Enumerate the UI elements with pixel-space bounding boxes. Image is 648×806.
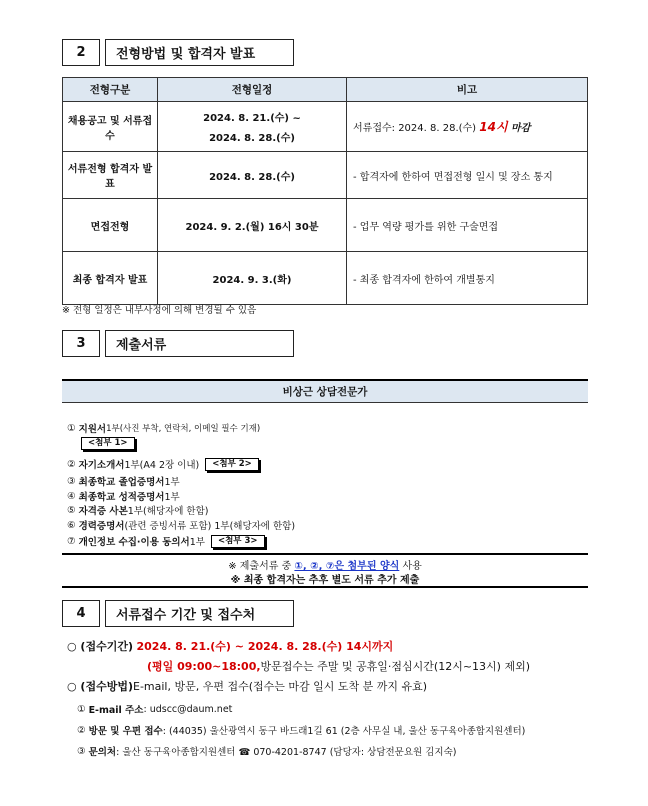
doc-number: ⑥	[67, 519, 76, 531]
note-cell: - 최종 합격자에 한하여 개별통지	[347, 252, 588, 305]
table-header-row	[63, 78, 588, 102]
visit-label: 방문 및 우편 접수	[88, 726, 163, 737]
section-3-number: 3	[62, 330, 100, 357]
stage-cell: 최종 합격자 발표	[63, 252, 158, 305]
note-cell	[347, 102, 588, 152]
stage-cell: 면접전형	[63, 199, 158, 252]
hours-exclusion: 방문접수는 주말 및 공휴일·점심시간(12시~13시) 제외)	[260, 660, 531, 673]
email-line	[77, 702, 232, 716]
divider	[62, 586, 588, 588]
note-deadline-time: 14시	[479, 120, 508, 134]
receipt-method	[67, 678, 427, 694]
doc-number: ⑤	[67, 504, 76, 516]
section-2-title: 전형방법 및 합격자 발표	[105, 39, 294, 66]
table-row	[63, 199, 588, 252]
date-cell	[158, 102, 347, 152]
doc-item-7	[67, 534, 265, 548]
doc-name: 지원서	[78, 424, 107, 435]
section-4-number: 4	[62, 600, 100, 627]
docs-note-2: ※ 최종 합격자는 추후 별도 서류 추가 제출	[230, 575, 420, 586]
attached-forms-note: ①, ②, ⑦은 첨부된 양식	[294, 561, 400, 572]
doc-name: 최종학교 졸업증명서	[78, 477, 165, 488]
doc-name: 최종학교 성적증명서	[78, 492, 165, 503]
table-row	[63, 102, 588, 152]
attachment-tag: <첨부 2>	[205, 458, 259, 471]
doc-detail: 1부	[164, 492, 180, 503]
doc-item-6	[67, 518, 295, 532]
method-label: ○ (접수방법)	[67, 680, 133, 693]
note-cell: - 합격자에 한하여 면접전형 일시 및 장소 통지	[347, 152, 588, 199]
docs-subheader: 비상근 상담전문가	[62, 381, 588, 403]
doc-item-5	[67, 503, 208, 517]
note-prefix: 서류접수: 2024. 8. 28.(수)	[353, 123, 480, 134]
doc-detail: 1부	[189, 537, 205, 548]
note-suffix: 사용	[399, 561, 422, 572]
section-4-title: 서류접수 기간 및 접수처	[105, 600, 294, 627]
doc-item-2	[67, 457, 259, 471]
section-2-number: 2	[62, 39, 100, 66]
doc-number: ②	[67, 458, 76, 470]
date-cell: 2024. 9. 2.(월) 16시 30분	[158, 199, 347, 252]
doc-detail: 1부(사진 부착, 연락처, 이메일 필수 기재)	[106, 424, 261, 434]
contact-line	[77, 744, 456, 758]
stage-cell: 채용공고 및 서류접수	[63, 102, 158, 152]
col-header-date: 전형일정	[158, 78, 347, 102]
doc-name: 자기소개서	[78, 460, 125, 471]
visit-address: : (44035) 울산광역시 동구 바드래1길 61 (2층 사무실 내, 울산 동구육아종합지원센터)	[162, 726, 526, 737]
item-number: ③	[77, 745, 86, 757]
date-line-1: 2024. 8. 21.(수) ~	[203, 113, 301, 124]
period-label: ○ (접수기간)	[67, 640, 133, 653]
note-suffix: 마감	[507, 123, 531, 134]
doc-name: 개인정보 수집·이용 동의서	[78, 537, 190, 548]
attachment-tag: <첨부 1>	[81, 437, 135, 450]
weekday-hours: (평일 09:00~18:00,	[147, 660, 261, 673]
doc-number: ③	[67, 475, 76, 487]
col-header-note: 비고	[347, 78, 588, 102]
note-prefix: ※ 제출서류 중	[228, 561, 295, 572]
doc-name: 경력증명서	[78, 521, 125, 532]
table-row	[63, 252, 588, 305]
attachment-tag: <첨부 3>	[211, 535, 265, 548]
date-cell: 2024. 9. 3.(화)	[158, 252, 347, 305]
schedule-footnote: ※ 전형 일정은 내부사정에 의해 변경될 수 있음	[62, 305, 257, 316]
schedule-table	[62, 77, 588, 305]
section-3-title: 제출서류	[105, 330, 294, 357]
visit-line	[77, 723, 525, 737]
email-label: E-mail 주소	[88, 705, 144, 716]
doc-item-3	[67, 474, 180, 488]
method-value: E-mail, 방문, 우편 접수(접수는 마감 일시 도착 분 까지 유효)	[133, 680, 428, 693]
doc-detail: 1부(해당자에 한함)	[127, 506, 209, 517]
date-cell: 2024. 8. 28.(수)	[158, 152, 347, 199]
contact-label: 문의처	[88, 747, 117, 758]
stage-cell: 서류전형 합격자 발표	[63, 152, 158, 199]
receipt-period	[67, 638, 393, 654]
divider	[62, 553, 588, 555]
doc-detail: 1부(A4 2장 이내)	[124, 460, 200, 471]
doc-name: 자격증 사본	[78, 506, 128, 517]
doc-item-4	[67, 489, 180, 503]
item-number: ①	[77, 703, 86, 715]
doc-item-1	[67, 421, 260, 435]
doc-number: ①	[67, 422, 76, 434]
receipt-hours	[147, 658, 530, 674]
doc-detail: 1부	[164, 477, 180, 488]
date-line-2: 2024. 8. 28.(수)	[209, 133, 295, 144]
col-header-stage: 전형구분	[63, 78, 158, 102]
item-number: ②	[77, 724, 86, 736]
note-cell: - 업무 역량 평가를 위한 구술면접	[347, 199, 588, 252]
doc-number: ④	[67, 490, 76, 502]
doc-detail: (관련 증빙서류 포함) 1부(해당자에 한함)	[124, 521, 296, 532]
doc-item-1-attachment	[81, 437, 135, 450]
doc-number: ⑦	[67, 535, 76, 547]
docs-note-1	[62, 557, 588, 572]
email-value: : udscc@daum.net	[143, 703, 233, 715]
period-value: 2024. 8. 21.(수) ~ 2024. 8. 28.(수) 14시까지	[136, 640, 394, 653]
table-row	[63, 152, 588, 199]
contact-value: : 울산 동구육아종합지원센터 ☎ 070-4201-8747 (담당자: 상담전문요원 김지숙)	[116, 747, 457, 758]
